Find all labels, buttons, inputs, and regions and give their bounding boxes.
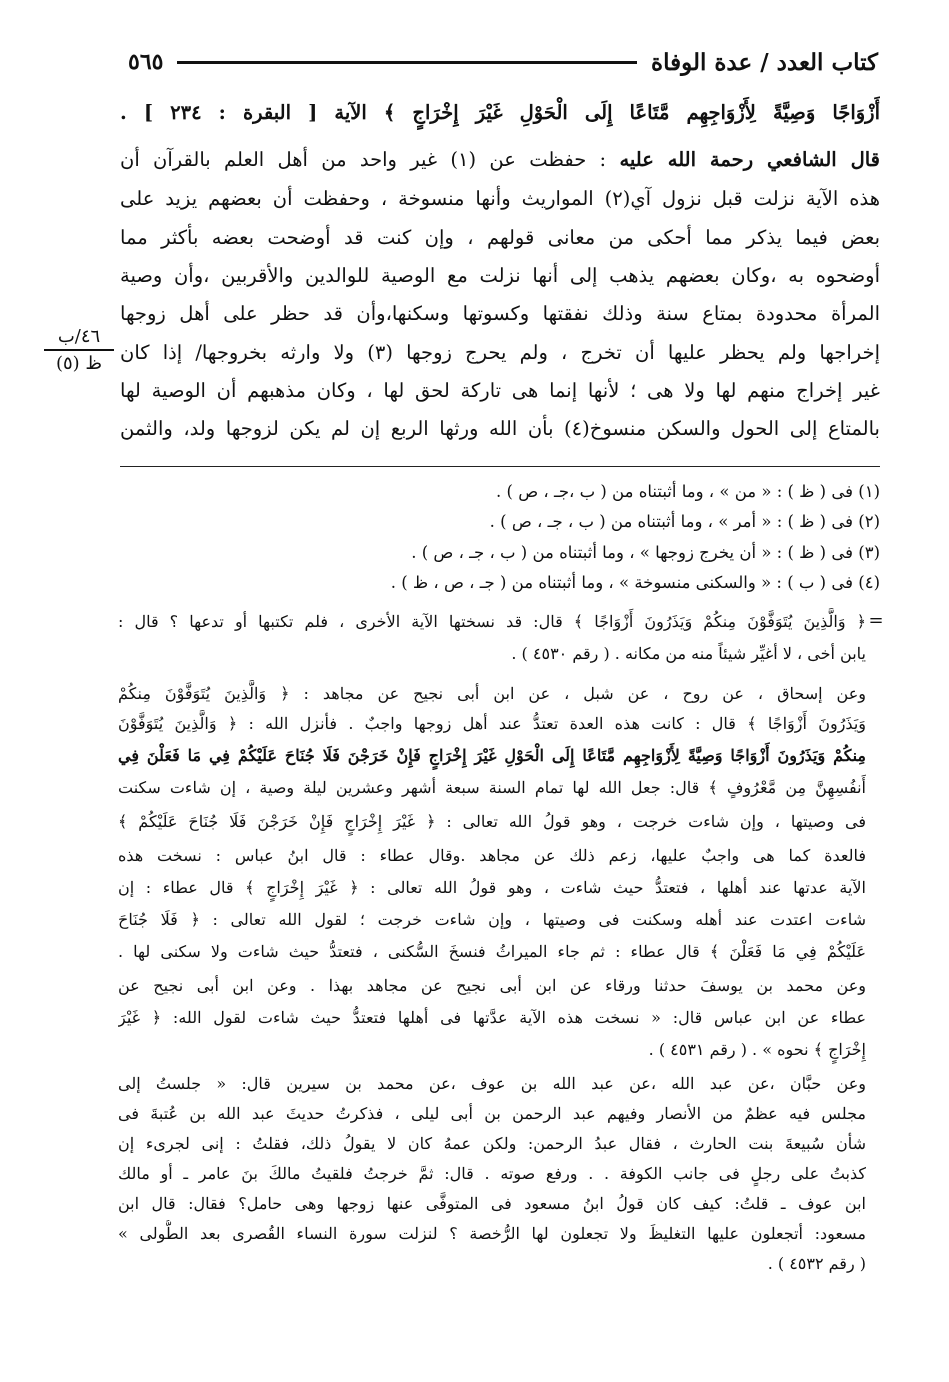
- commentary-line: شاءت اعتدت عند أهله وسكنت فى وصيتها ، وإن شاءت خرجت ؛ لقول الله تعالى : ﴿ فَلَا جُنَاحَ: [118, 910, 866, 929]
- commentary-line: يابن أخى ، لا أغيِّر شيئاً منه من مكانه . ( رقم ٤٥٣٠ ) .: [511, 644, 866, 663]
- footnote: (٤) فى ( ب ) : « والسكنى منسوخة » ، وما أثبتناه من ( جـ ، ص ، ظ ) .: [390, 573, 880, 592]
- main-line: هذه الآية نزلت قبل نزول آي(٢) المواريث وأنها منسوخة ، وحفظت أن بعضهم يزيد على: [120, 187, 880, 210]
- commentary-line: الآية عدتها عند أهلها ، فتعتدُّ حيث شاءت ، وهو قولُ الله تعالى : ﴿ غَيْرَ إِخْرَاجٍ ﴾ قال عطاء : إن: [118, 878, 866, 897]
- continuation-marker: =: [868, 610, 884, 631]
- manuscript-folio-note: [44, 326, 114, 374]
- commentary-line: فى وصيتها ، وإن شاءت خرجت ، وهو قولُ الله تعالى : ﴿ غَيْرَ إِخْرَاجٍ فَإِنْ خَرَجْنَ فَلَا جُنَاحَ عَلَيْكُمْ ﴾: [118, 812, 866, 831]
- main-line: قال الشافعي رحمة الله عليه : حفظت عن (١) غير واحد من أهل العلم بالقرآن أن: [120, 148, 880, 171]
- main-line: غير إخراج منهم لها ولا هى ؛ لأنها إنما هى تاركة لحق لها ، وكان مذهبهم أن الوصية لها: [120, 379, 880, 402]
- chapter-title: كتاب العدد / عدة الوفاة: [651, 48, 878, 76]
- manuscript-reference: ظ (٥): [55, 353, 103, 374]
- main-line: إخراجها ولم يحظر عليها أن تخرج ، ولم يحرج زوجها (٣) ولا وارثه بخروجها/ إذا كان: [120, 341, 880, 364]
- commentary-line: إِخْرَاجٍ ﴾ نحوه » . ( رقم ٤٥٣١ ) .: [648, 1040, 866, 1059]
- commentary-line: شأن سُبيعةَ بنت الحارث ، فقال عبدُ الرحمن: ولكن عمهُ كان لا يقولُ ذلك، فقلتُ : إنى لجرىء إن: [118, 1134, 866, 1153]
- main-line: المرأة محدودة بمتاع سنة وذلك نفقتها وكسوتها وسكنها،وأن قد حظر على أهل زوجها: [120, 302, 880, 325]
- footnote-divider: [120, 466, 880, 467]
- commentary-line: وعن حبَّان ،عن عبد الله ،عن عبد الله بن عوف ،عن محمد بن سيرين قال: « جلستُ إلى: [118, 1074, 866, 1093]
- commentary-line: أَنفُسِهِنَّ مِن مَّعْرُوفٍ ﴾ قال: جعل الله لها تمام السنة سبعة أشهر وعشرين ليلة وصية ، إن شاءت سكنت: [118, 778, 866, 797]
- main-line: أوضحوه به ،وكان بعضهم يذهب إلى أنها نزلت مع الوصية للوالدين والأقربين ،وأن وصية: [120, 264, 880, 287]
- commentary-line: فالعدة كما هى واجبٌ عليها، زعم ذلك عن مجاهد .وقال عطاء : قال ابنُ عباس : نسخت هذه: [118, 846, 866, 865]
- folio-reference: ٤٦/ب: [44, 326, 114, 351]
- commentary-line: عَلَيْكُمْ فِي مَا فَعَلْنَ ﴾ قال عطاء : ثم جاء الميراثُ فنسخَ السُّكنى ، فتعتدُّ حيث شاءت ولا سكنى لها .: [118, 942, 866, 961]
- footnote: (٢) فى ( ظ ) : « أمر » ، وما أثبتناه من ( ب ، جـ ، ص ) .: [489, 512, 880, 531]
- footnote: (٣) فى ( ظ ) : « أن يخرج زوجها » ، وما أثبتناه من ( ب ، جـ ، ص ) .: [411, 543, 880, 562]
- main-line: بالمتاع إلى الحول والسكن منسوخ(٤) بأن الله ورثها الربع إن لم يكن لزوجها ولد، والثمن: [120, 417, 880, 440]
- commentary-line: عطاء عن ابن عباس قال: « نسخت هذه الآية عدَّتها فى أهلها فتعتدُّ حيث شاءت لقول الله: ﴿ غَيْرَ: [118, 1008, 866, 1027]
- running-head: [128, 42, 878, 82]
- commentary-line: ( رقم ٤٥٣٢ ) .: [767, 1254, 866, 1273]
- main-line: بعض فيما يذكر مما أحكى من معانى قولهم ، وإن كنت قد أوضحت بعضه بأكثر مما: [120, 226, 880, 249]
- commentary-line: وعن محمد بن يوسفَ حدثنا ورقاء عن ابن أبى نجيح عن مجاهد بهذا . وعن ابن أبى نجيح عن: [118, 976, 866, 995]
- footnote: (١) فى ( ظ ) : « من » ، وما أثبتناه من ( ب ،جـ ، ص ) .: [496, 482, 880, 501]
- page-number: ٥٦٥: [128, 49, 164, 75]
- header-rule: [177, 61, 637, 64]
- commentary-line: مسعود: أتجعلون عليها التغليظَ ولا تجعلون لها الرُّخصة ؟ لنزلت سورة النساء القُصرى بعد الطُّولى »: [118, 1224, 866, 1243]
- commentary-line: مجلس فيه عظمٌ من الأنصار وفيهم عبد الرحمن بن أبى ليلى ، فذكرتُ حديثَ عبد الله بن عُتبةَ فى: [118, 1104, 866, 1123]
- commentary-line: ﴿ وَالَّذِينَ يُتَوَفَّوْنَ مِنكُمْ وَيَذَرُونَ أَزْوَاجًا ﴾ قال: قد نسختها الآية الأخرى ، فلم تكتبها أو تدعها ؟ قال :: [118, 612, 866, 631]
- commentary-line: ابن عوف ـ قلتُ: كيف كان قولُ ابنُ مسعود فى المتوفَّى عنها زوجها وهى حامل؟ فقال: قال ابن: [118, 1194, 866, 1213]
- commentary-line: مِنكُمْ وَيَذَرُونَ أَزْوَاجًا وَصِيَّةً لِأَزْوَاجِهِم مَّتَاعًا إِلَى الْحَوْلِ غَيْرَ إِخْرَاجٍ فَإِنْ خَرَجْنَ فَلَا جُنَاحَ عَلَيْكُمْ فِي مَا فَعَلْنَ فِي: [118, 746, 866, 765]
- commentary-line: كذبتُ على رجلٍ فى جانب الكوفة . . ورفع صوته . قال: ثمَّ خرجتُ فلقيتُ مالكَ بنَ عامر ـ أو مالك: [118, 1164, 866, 1183]
- commentary-line: وعن إسحاق ، عن روح ، عن شبل ، عن ابن أبى نجيح عن مجاهد : ﴿ وَالَّذِينَ يُتَوَفَّوْنَ مِنكُمْ: [118, 684, 866, 703]
- main-line: أَزْوَاجًا وَصِيَّةً لِأَزْوَاجِهِم مَّتَاعًا إِلَى الْحَوْلِ غَيْرَ إِخْرَاجٍ ﴾ الآية [ البقرة : ٢٣٤ ] .: [120, 101, 880, 124]
- commentary-line: وَيَذَرُونَ أَزْوَاجًا ﴾ قال : كانت هذه العدة تعتدُّ عند أهل زوجها واجبٌ . فأنزل الله : ﴿ وَالَّذِينَ يُتَوَفَّوْنَ: [118, 714, 866, 733]
